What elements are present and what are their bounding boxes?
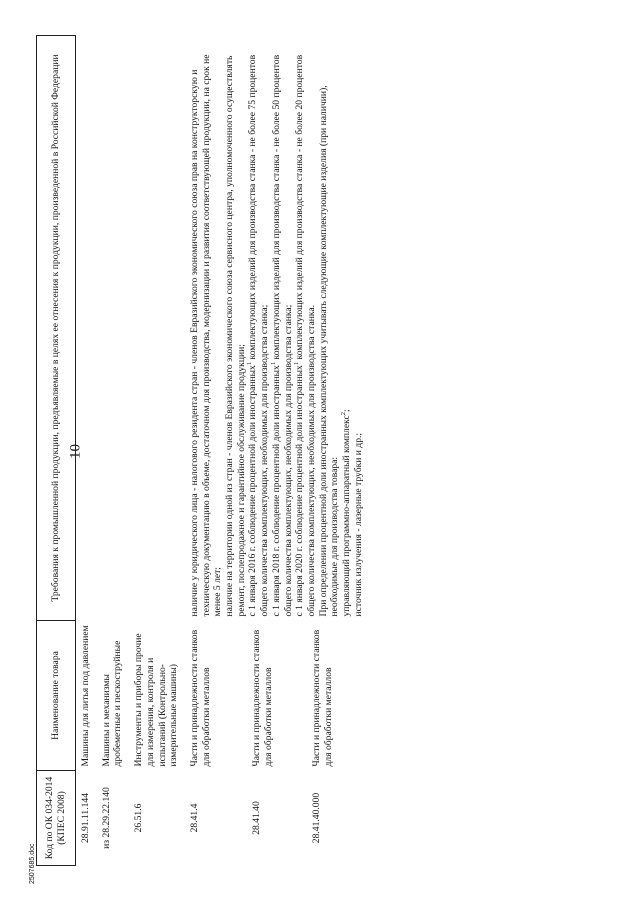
- component-control-complex: управляющий программно-аппаратный комплекс$^2$;: [339, 409, 353, 617]
- requirement-2018: с 1 января 2018 г. соблюдение процентной доли иностранных$^1$ комплектующих изделий для производства станка - не более 50 процентов общего количества комплектующих, необходимых для производства станка;: [269, 54, 294, 617]
- requirements-table: [36, 35, 365, 866]
- row-name: Части и принадлежности станков для обработки металлов: [188, 629, 212, 767]
- header-code: Код по ОК 034-2014 (КПЕС 2008): [37, 771, 76, 866]
- document-footer: 2507685.doc: [29, 843, 36, 884]
- table-row: [76, 36, 93, 866]
- requirement-rights: наличие у юридического лица - налогового резидента стран - членов Евразийского экономического союза прав на конструкторскую и техническую документацию в объеме, достаточном для производства, модернизации и развития соответствующей продукции, на срок не менее 5 лет;: [188, 54, 224, 617]
- row-requirements: [125, 36, 181, 621]
- footnote-mark: 1: [269, 361, 277, 366]
- row-name: Части и принадлежности станков для обработки металлов: [311, 629, 334, 767]
- row-name: Инструменты и приборы прочие для измерения, контроля и испытаний (Контрольно-измерительные машины): [133, 633, 180, 767]
- table-row: [125, 36, 181, 866]
- row-code: из 28.29.22.140: [100, 787, 112, 849]
- row-requirements: [76, 36, 93, 621]
- footnote-mark: 1: [293, 361, 301, 366]
- header-requirements: Требования к промышленной продукции, предъявляемые в целях ее отнесения к продукции, произведенной в Российской Федерации: [37, 36, 76, 621]
- row-name: Машины для литья под давлением: [80, 625, 91, 767]
- row-requirements: [93, 36, 125, 621]
- footnote-mark: 1: [246, 361, 254, 366]
- footnote-mark: 2: [339, 411, 347, 416]
- row-code: 28.41.40: [251, 801, 263, 835]
- requirement-2016: с 1 января 2016 г. соблюдение процентной доли иностранных$^1$ комплектующих изделий для производства станка - не более 75 процентов общего количества комплектующих, необходимых для производства станка;: [246, 54, 271, 617]
- row-code: 26.51.6: [133, 803, 145, 833]
- row-name: Машины и механизмы дробеметные и пескоструйные: [100, 640, 124, 767]
- table-row: [93, 36, 125, 866]
- requirement-service-center: наличие на территории одной из стран - членов Евразийского экономического союза сервисного центра, уполномоченного осуществлять ремонт, послепродажное и гарантийное обслуживание продукции;: [224, 55, 247, 617]
- row-code: 28.91.11.144: [80, 793, 91, 844]
- component-laser-source: источник излучения - лазерные трубки и др.;: [352, 432, 364, 617]
- table-row: [181, 36, 245, 866]
- rotated-content: [36, 36, 536, 866]
- header-name: Наименование товара: [37, 621, 76, 771]
- requirements-cell: [181, 36, 366, 621]
- table-header-row: [37, 36, 76, 866]
- requirement-components-note: При определении процентной доли иностранных комплектующих учитывать следующие комплектующие изделия (при наличии), необходимые для производства товара:: [317, 85, 341, 617]
- page-number: 10: [67, 444, 84, 459]
- requirement-2020: с 1 января 2020 г. соблюдение процентной доли иностранных$^1$ комплектующих изделий для производства станка - не более 20 процентов общего количества комплектующих, необходимых для производства станка.: [293, 54, 317, 617]
- row-code: 28.41.4: [188, 803, 200, 833]
- row-code: 28.41.40.000: [311, 792, 323, 844]
- row-name: Части и принадлежности станков для обработки металлов: [251, 629, 274, 767]
